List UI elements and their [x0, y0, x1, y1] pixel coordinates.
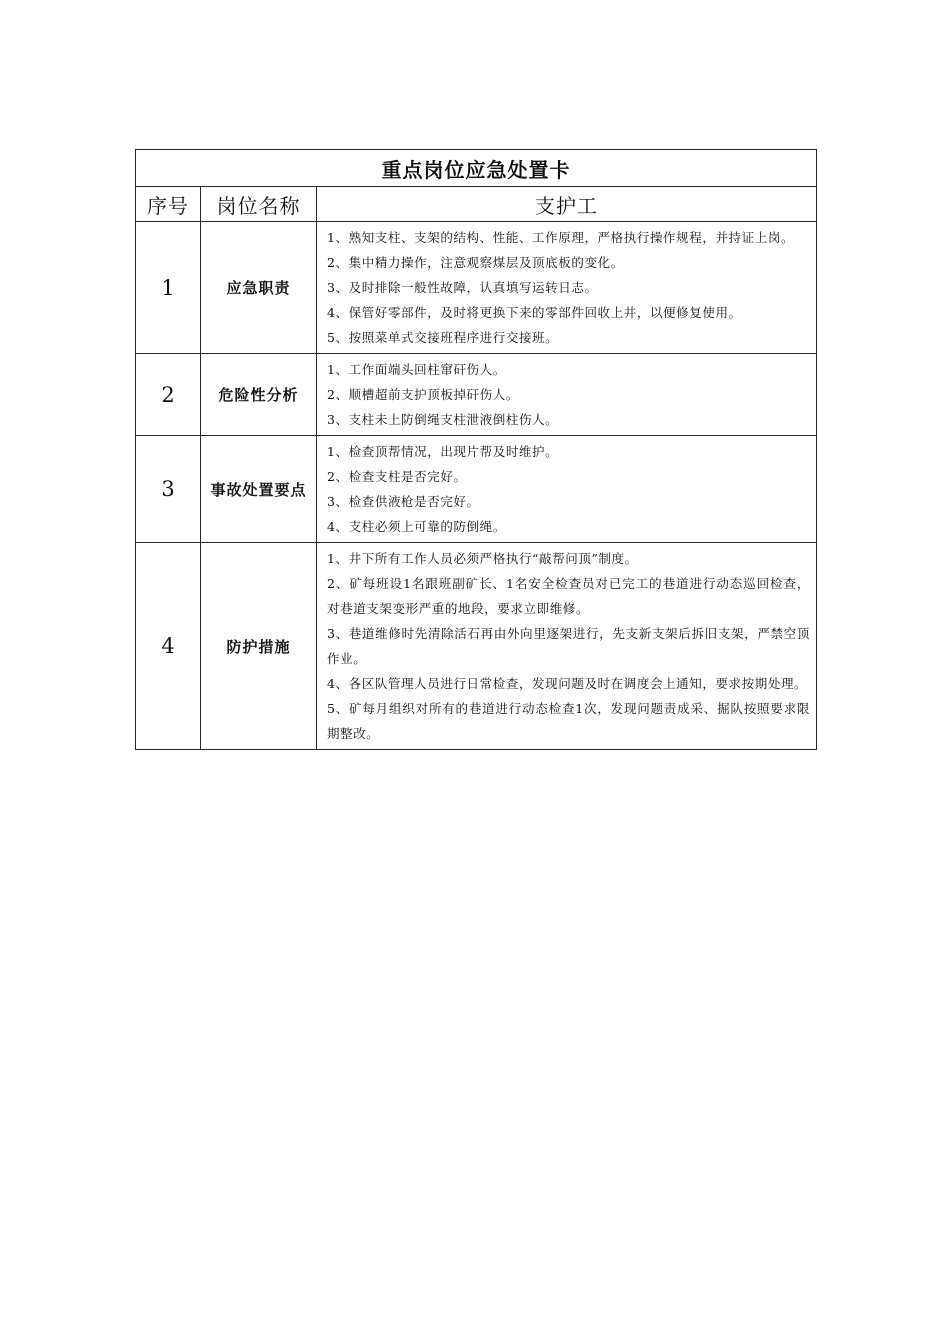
list-item: 5、按照菜单式交接班程序进行交接班。: [327, 330, 559, 345]
header-row: [136, 187, 817, 222]
list-item: 2、集中精力操作，注意观察煤层及顶底板的变化。: [327, 255, 624, 270]
list-item: 3、检查供液枪是否完好。: [327, 494, 480, 509]
list-item: 4、各区队管理人员进行日常检查，发现问题及时在调度会上通知，要求按期处理。: [327, 676, 808, 691]
header-post-name: 岗位名称: [201, 187, 317, 222]
table-row: [136, 222, 817, 354]
row-items: [317, 543, 817, 750]
row-number: 2: [136, 354, 201, 436]
list-item: 3、及时排除一般性故障，认真填写运转日志。: [327, 280, 598, 295]
list-item: 1、井下所有工作人员必须严格执行“敲帮问顶”制度。: [327, 551, 638, 566]
title-row: [136, 150, 817, 187]
row-name: 应急职责: [201, 222, 317, 354]
table-row: [136, 354, 817, 436]
row-name: 防护措施: [201, 543, 317, 750]
list-item: 3、巷道维修时先清除活石再由外向里逐架进行，先支新支架后拆旧支架，严禁空顶作业。: [327, 626, 811, 666]
list-item: 3、支柱未上防倒绳支柱泄液倒柱伤人。: [327, 412, 559, 427]
emergency-card: [135, 149, 816, 750]
row-name: 危险性分析: [201, 354, 317, 436]
row-items: [317, 222, 817, 354]
row-number: 1: [136, 222, 201, 354]
list-item: 1、检查顶帮情况，出现片帮及时维护。: [327, 444, 559, 459]
table-row: [136, 436, 817, 543]
list-item: 4、支柱必须上可靠的防倒绳。: [327, 519, 506, 534]
row-items: [317, 436, 817, 543]
list-item: 5、矿每月组织对所有的巷道进行动态检查1次，发现问题责成采、掘队按照要求限期整改。: [327, 701, 811, 741]
list-item: 4、保管好零部件，及时将更换下来的零部件回收上井，以便修复使用。: [327, 305, 742, 320]
row-items: [317, 354, 817, 436]
list-item: 1、工作面端头回柱窜矸伤人。: [327, 362, 506, 377]
header-post-value: 支护工: [317, 187, 817, 222]
table-row: [136, 543, 817, 750]
list-item: 2、矿每班设1名跟班副矿长、1名安全检查员对已完工的巷道进行动态巡回检查，对巷道支架变形严重的地段，要求立即维修。: [327, 576, 811, 616]
list-item: 1、熟知支柱、支架的结构、性能、工作原理，严格执行操作规程，并持证上岗。: [327, 230, 795, 245]
list-item: 2、顺槽超前支护顶板掉矸伤人。: [327, 387, 519, 402]
card-title: 重点岗位应急处置卡: [136, 150, 817, 187]
header-seq: 序号: [136, 187, 201, 222]
emergency-card-table: [135, 149, 817, 750]
row-number: 4: [136, 543, 201, 750]
list-item: 2、检查支柱是否完好。: [327, 469, 467, 484]
row-name: 事故处置要点: [201, 436, 317, 543]
row-number: 3: [136, 436, 201, 543]
